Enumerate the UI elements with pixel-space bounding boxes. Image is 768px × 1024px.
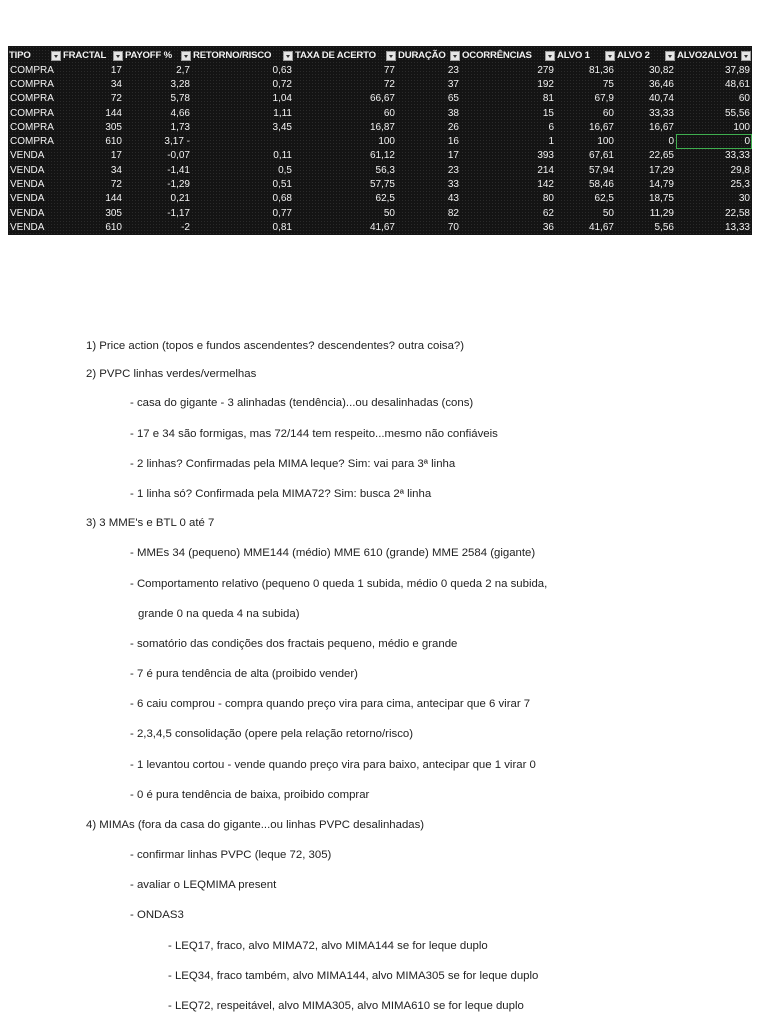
table-cell[interactable]: 62,5 xyxy=(594,193,614,205)
table-cell[interactable]: 393 xyxy=(537,150,554,162)
table-row xyxy=(8,177,752,191)
table-cell[interactable]: 33,33 xyxy=(724,150,750,162)
table-cell[interactable]: VENDA xyxy=(10,221,45,233)
note-item: - MMEs 34 (pequeno) MME144 (médio) MME 610 (grande) MME 2584 (gigante) xyxy=(130,547,536,559)
column-header[interactable]: ALVO 1 xyxy=(556,48,616,63)
table-cell[interactable]: 58,46 xyxy=(588,179,614,191)
table-cell[interactable]: 0,77 xyxy=(272,207,292,219)
filter-dropdown-icon[interactable] xyxy=(450,51,460,61)
table-cell[interactable]: 0,11 xyxy=(273,150,292,162)
table-cell[interactable]: -0,07 xyxy=(167,150,190,162)
note-item: - 1 levantou cortou - vende quando preço vira para baixo, antecipar que 1 virar 0 xyxy=(130,759,536,771)
table-cell[interactable]: 36 xyxy=(542,221,554,233)
table-cell[interactable]: 22,58 xyxy=(724,207,750,219)
table-cell[interactable]: 81 xyxy=(542,93,554,105)
note-subitem: - LEQ72, respeitável, alvo MIMA305, alvo MIMA610 se for leque duplo xyxy=(168,1000,524,1012)
note-item: - avaliar o LEQMIMA present xyxy=(130,879,277,891)
statistics-table xyxy=(8,48,752,235)
table-cell[interactable]: 144 xyxy=(105,193,122,205)
table-cell[interactable]: -1,41 xyxy=(167,164,190,176)
table-cell[interactable]: 100 xyxy=(597,136,614,148)
table-cell[interactable]: 13,33 xyxy=(724,221,750,233)
table-cell[interactable]: 33 xyxy=(447,179,459,191)
filter-dropdown-icon[interactable] xyxy=(741,51,751,61)
table-cell[interactable]: 0,81 xyxy=(272,221,292,233)
note-item: - 2,3,4,5 consolidação (opere pela relação retorno/risco) xyxy=(130,728,414,740)
note-heading: 4) MIMAs (fora da casa do gigante...ou linhas PVPC desalinhadas) xyxy=(86,819,425,831)
filter-dropdown-icon[interactable] xyxy=(545,51,555,61)
note-heading: 1) Price action (topos e fundos ascendentes? descendentes? outra coisa?) xyxy=(86,340,465,352)
table-cell[interactable]: 5,56 xyxy=(654,221,674,233)
table-cell[interactable]: 144 xyxy=(105,107,122,119)
table-row xyxy=(8,106,752,120)
table-cell[interactable]: COMPRA xyxy=(10,136,54,148)
column-header[interactable]: TAXA DE ACERTO xyxy=(294,48,397,63)
table-cell[interactable]: 72 xyxy=(383,78,395,90)
column-header[interactable]: ALVO 2 xyxy=(616,48,676,63)
table-cell[interactable]: 34 xyxy=(110,78,122,90)
table-row xyxy=(8,206,752,220)
note-item: - somatório das condições dos fractais pequeno, médio e grande xyxy=(130,638,458,650)
table-cell[interactable]: 57,94 xyxy=(588,164,614,176)
table-cell[interactable]: 25,3 xyxy=(730,179,750,191)
table-cell[interactable]: 40,74 xyxy=(648,93,674,105)
table-cell[interactable]: 70 xyxy=(447,221,459,233)
table-cell[interactable]: 16,87 xyxy=(369,121,395,133)
table-row xyxy=(8,77,752,91)
table-cell[interactable]: 60 xyxy=(602,107,614,119)
table-cell[interactable]: COMPRA xyxy=(10,121,54,133)
table-cell[interactable]: 17 xyxy=(447,150,459,162)
selected-cell[interactable]: 0 xyxy=(676,134,752,148)
table-cell[interactable]: 100 xyxy=(733,121,750,133)
table-row xyxy=(8,134,752,148)
table-cell[interactable]: 16 xyxy=(447,136,459,148)
note-subitem: - LEQ17, fraco, alvo MIMA72, alvo MIMA144 se for leque duplo xyxy=(168,940,488,952)
note-item-continuation: grande 0 na queda 4 na subida) xyxy=(138,608,300,620)
note-item: - 6 caiu comprou - compra quando preço vira para cima, antecipar que 6 virar 7 xyxy=(130,698,531,710)
table-row xyxy=(8,149,752,163)
column-header[interactable]: FRACTAL xyxy=(62,48,124,63)
table-cell[interactable]: 62,5 xyxy=(375,193,395,205)
table-cell[interactable]: 41,67 xyxy=(588,221,614,233)
table-cell[interactable]: -2 xyxy=(181,221,190,233)
table-cell[interactable]: 0,72 xyxy=(272,78,292,90)
table-cell[interactable]: 80 xyxy=(542,193,554,205)
table-cell[interactable]: 57,75 xyxy=(369,179,395,191)
table-row xyxy=(8,220,752,234)
filter-dropdown-icon[interactable] xyxy=(51,51,61,61)
table-cell[interactable]: 72 xyxy=(110,93,122,105)
table-cell[interactable]: 14,79 xyxy=(648,179,674,191)
table-cell[interactable]: 56,3 xyxy=(375,164,395,176)
table-cell[interactable]: 1 xyxy=(548,136,554,148)
column-header[interactable]: OCORRÊNCIAS xyxy=(461,48,556,63)
table-cell[interactable]: 67,9 xyxy=(594,93,614,105)
note-item: - casa do gigante - 3 alinhadas (tendência)...ou desalinhadas (cons) xyxy=(130,397,474,409)
table-cell[interactable]: 26 xyxy=(447,121,459,133)
note-item: - 17 e 34 são formigas, mas 72/144 tem respeito...mesmo não confiáveis xyxy=(130,428,498,440)
table-cell[interactable]: 610 xyxy=(105,136,122,148)
table-row xyxy=(8,192,752,206)
table-cell[interactable]: 15 xyxy=(542,107,554,119)
table-cell[interactable]: 5,78 xyxy=(170,93,190,105)
table-cell[interactable]: 3,28 xyxy=(170,78,190,90)
table-row xyxy=(8,120,752,134)
table-cell[interactable]: 0,63 xyxy=(272,64,292,76)
table-cell[interactable]: 60 xyxy=(383,107,395,119)
column-header[interactable]: DURAÇÃO xyxy=(397,48,461,63)
table-cell[interactable]: 3,17 - xyxy=(164,136,190,148)
note-item: - Comportamento relativo (pequeno 0 queda 1 subida, médio 0 queda 2 na subida, xyxy=(130,578,548,590)
table-cell[interactable]: 142 xyxy=(537,179,554,191)
table-cell[interactable]: 23 xyxy=(447,64,459,76)
table-cell[interactable]: 23 xyxy=(447,164,459,176)
note-heading: 2) PVPC linhas verdes/vermelhas xyxy=(86,368,257,380)
table-cell[interactable]: 16,67 xyxy=(588,121,614,133)
column-header[interactable]: TIPO xyxy=(8,48,62,63)
note-item: - ONDAS3 xyxy=(130,909,184,921)
table-cell[interactable]: 48,61 xyxy=(724,78,750,90)
table-cell[interactable]: 62 xyxy=(542,207,554,219)
note-item: - 0 é pura tendência de baixa, proibido comprar xyxy=(130,789,370,801)
table-cell[interactable]: 2,7 xyxy=(176,64,190,76)
table-cell[interactable]: 0 xyxy=(668,136,674,148)
table-cell[interactable]: 50 xyxy=(602,207,614,219)
filter-dropdown-icon[interactable] xyxy=(386,51,396,61)
table-cell[interactable]: VENDA xyxy=(10,179,45,191)
table-cell[interactable]: 305 xyxy=(105,207,122,219)
table-cell[interactable]: 1,04 xyxy=(272,93,292,105)
table-cell[interactable]: 41,67 xyxy=(369,221,395,233)
table-cell[interactable]: 22,65 xyxy=(648,150,674,162)
table-cell[interactable]: 17 xyxy=(110,150,122,162)
table-row xyxy=(8,63,752,77)
table-cell[interactable]: 29,8 xyxy=(730,164,750,176)
table-cell[interactable]: COMPRA xyxy=(10,93,54,105)
table-cell[interactable]: 0,51 xyxy=(272,179,292,191)
table-cell[interactable]: 77 xyxy=(383,64,395,76)
note-item: - 1 linha só? Confirmada pela MIMA72? Sim: busca 2ª linha xyxy=(130,488,432,500)
table-cell[interactable]: 0,21 xyxy=(170,193,190,205)
note-subitem: - LEQ34, fraco também, alvo MIMA144, alvo MIMA305 se for leque duplo xyxy=(168,970,539,982)
table-cell[interactable]: 82 xyxy=(447,207,459,219)
note-item: - 7 é pura tendência de alta (proibido vender) xyxy=(130,668,358,680)
filter-dropdown-icon[interactable] xyxy=(181,51,191,61)
table-cell[interactable]: 72 xyxy=(110,179,122,191)
table-cell[interactable]: -1,17 xyxy=(167,207,190,219)
table-cell[interactable]: 1,11 xyxy=(273,107,292,119)
table-cell[interactable]: COMPRA xyxy=(10,107,54,119)
table-cell[interactable]: 38 xyxy=(447,107,459,119)
table-cell[interactable]: 305 xyxy=(105,121,122,133)
table-cell[interactable]: 100 xyxy=(378,136,395,148)
table-cell[interactable]: 75 xyxy=(602,78,614,90)
table-row xyxy=(8,163,752,177)
table-cell[interactable]: 60 xyxy=(738,93,750,105)
table-cell[interactable]: 30,82 xyxy=(648,64,674,76)
table-cell[interactable]: 0,5 xyxy=(278,164,292,176)
table-cell[interactable]: VENDA xyxy=(10,150,45,162)
note-heading: 3) 3 MME's e BTL 0 até 7 xyxy=(86,517,215,529)
table-cell[interactable]: 0,68 xyxy=(272,193,292,205)
table-cell[interactable]: 3,45 xyxy=(272,121,292,133)
table-cell[interactable]: 18,75 xyxy=(648,193,674,205)
table-cell[interactable]: 610 xyxy=(105,221,122,233)
table-cell[interactable]: 81,36 xyxy=(588,64,614,76)
column-header[interactable]: ALVO2ALVO1 xyxy=(676,48,752,63)
table-cell[interactable]: 17,29 xyxy=(648,164,674,176)
table-cell[interactable]: 50 xyxy=(383,207,395,219)
table-cell[interactable]: -1,29 xyxy=(167,179,190,191)
table-cell[interactable]: 17 xyxy=(110,64,122,76)
table-cell[interactable]: 65 xyxy=(447,93,459,105)
filter-dropdown-icon[interactable] xyxy=(605,51,615,61)
table-cell[interactable]: 36,46 xyxy=(648,78,674,90)
table-header-row xyxy=(8,48,752,63)
table-cell[interactable]: 55,56 xyxy=(724,107,750,119)
filter-dropdown-icon[interactable] xyxy=(665,51,675,61)
note-item: - confirmar linhas PVPC (leque 72, 305) xyxy=(130,849,332,861)
column-header[interactable]: PAYOFF % xyxy=(124,48,192,63)
table-cell[interactable]: 6 xyxy=(548,121,554,133)
table-cell[interactable]: 61,12 xyxy=(369,150,395,162)
table-cell[interactable]: 16,67 xyxy=(648,121,674,133)
table-cell[interactable]: 4,66 xyxy=(170,107,190,119)
table-cell[interactable]: 1,73 xyxy=(170,121,190,133)
table-cell[interactable]: 66,67 xyxy=(369,93,395,105)
table-cell[interactable]: 279 xyxy=(537,64,554,76)
table-cell[interactable]: VENDA xyxy=(10,164,45,176)
table-cell[interactable]: 43 xyxy=(447,193,459,205)
filter-dropdown-icon[interactable] xyxy=(283,51,293,61)
table-cell[interactable]: VENDA xyxy=(10,207,45,219)
table-cell[interactable]: 30 xyxy=(738,193,750,205)
table-cell[interactable]: 34 xyxy=(110,164,122,176)
table-cell[interactable]: 33,33 xyxy=(648,107,674,119)
note-item: - 2 linhas? Confirmadas pela MIMA leque? Sim: vai para 3ª linha xyxy=(130,458,456,470)
table-cell[interactable]: 37,89 xyxy=(724,64,750,76)
table-cell[interactable]: 11,29 xyxy=(649,207,674,219)
table-row xyxy=(8,92,752,106)
table-cell[interactable] xyxy=(192,134,294,148)
table-cell[interactable]: 192 xyxy=(537,78,554,90)
spreadsheet-table-image xyxy=(8,46,752,235)
table-cell[interactable]: COMPRA xyxy=(10,78,54,90)
column-header[interactable]: RETORNO/RISCO xyxy=(192,48,294,63)
table-cell[interactable]: COMPRA xyxy=(10,64,54,76)
table-cell[interactable]: 37 xyxy=(447,78,459,90)
table-cell[interactable]: 214 xyxy=(537,164,554,176)
table-cell[interactable]: 67,61 xyxy=(588,150,614,162)
table-cell[interactable]: VENDA xyxy=(10,193,45,205)
filter-dropdown-icon[interactable] xyxy=(113,51,123,61)
